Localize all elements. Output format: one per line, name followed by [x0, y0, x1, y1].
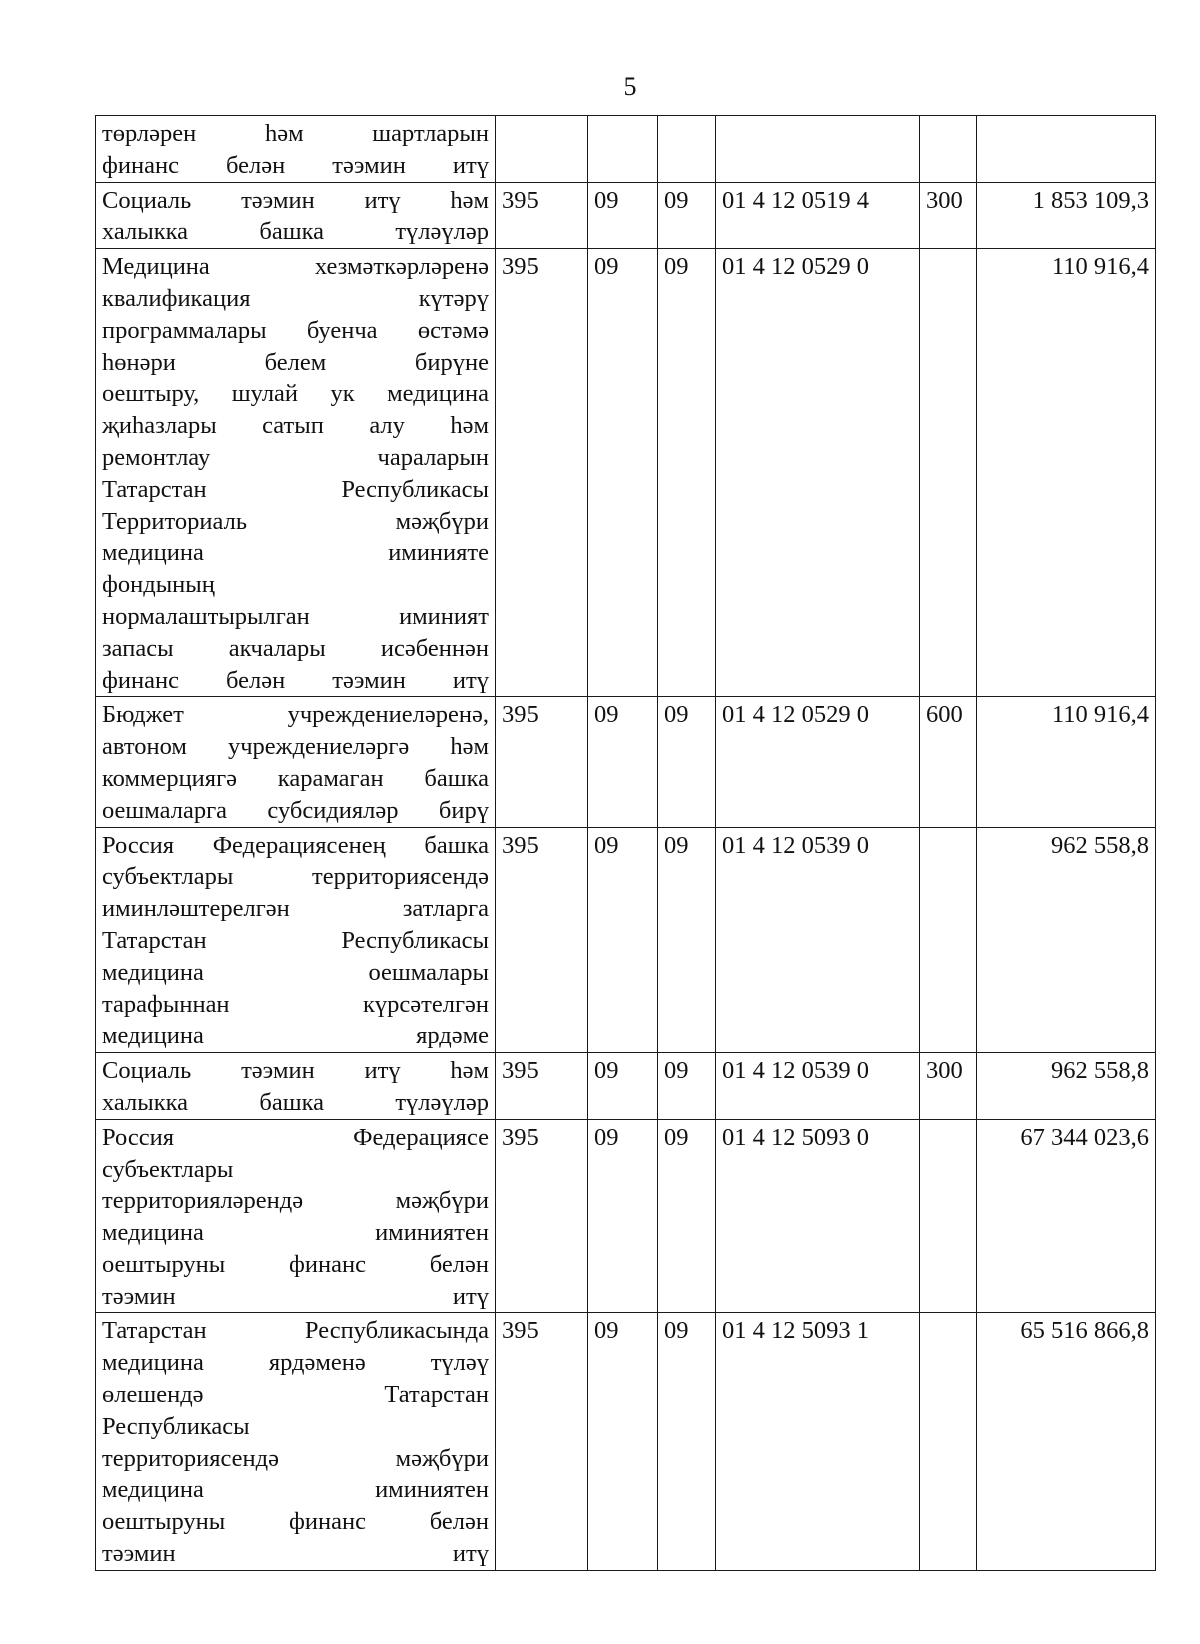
amount-cell: 962 558,8	[977, 827, 1156, 1053]
amount-cell: 110 916,4	[977, 249, 1156, 697]
description-line: халыкка башка түләүләр	[102, 218, 489, 246]
description-cell	[96, 1119, 496, 1313]
subsection-code-cell	[658, 116, 716, 183]
description-line: җиһазлары сатып алу һәм	[102, 412, 489, 440]
description-line: тәэмин итү	[102, 1540, 489, 1568]
description-line: финанс белән тәэмин итү	[102, 151, 489, 179]
section-code-cell: 09	[588, 827, 658, 1053]
subsection-code-cell: 09	[658, 182, 716, 249]
subsection-code-cell: 09	[658, 1313, 716, 1570]
section-code-cell: 09	[588, 1313, 658, 1570]
target-article-cell: 01 4 12 0539 0	[716, 827, 920, 1053]
budget-table-body	[96, 116, 1156, 1571]
budget-table	[95, 115, 1156, 1571]
description-line: территориясендә мәҗбүри	[102, 1444, 489, 1472]
expense-type-cell: 300	[920, 182, 977, 249]
description-line: медицина ярдәме	[102, 1022, 489, 1050]
expense-type-cell	[920, 827, 977, 1053]
description-line: Бюджет учреждениеләренә,	[102, 701, 489, 729]
description-line: Территориаль мәҗбүри	[102, 507, 489, 535]
description-cell	[96, 827, 496, 1053]
amount-cell: 67 344 023,6	[977, 1119, 1156, 1313]
department-code-cell: 395	[496, 249, 588, 697]
section-code-cell: 09	[588, 697, 658, 827]
section-code-cell: 09	[588, 1119, 658, 1313]
description-line: иминләштерелгән затларга	[102, 895, 489, 923]
description-line: территорияләрендә мәҗбүри	[102, 1187, 489, 1215]
target-article-cell: 01 4 12 5093 0	[716, 1119, 920, 1313]
description-line: ремонтлау чараларын	[102, 443, 489, 471]
target-article-cell: 01 4 12 0529 0	[716, 697, 920, 827]
description-line: тәэмин итү	[102, 1282, 489, 1310]
description-line: финанс белән тәэмин итү	[102, 666, 489, 694]
section-code-cell	[588, 116, 658, 183]
description-cell	[96, 182, 496, 249]
expense-type-cell	[920, 1313, 977, 1570]
description-line: оештыру, шулай ук медицина	[102, 380, 489, 408]
description-cell	[96, 1053, 496, 1120]
table-row	[96, 249, 1156, 697]
description-line: оештыруны финанс белән	[102, 1250, 489, 1278]
expense-type-cell	[920, 249, 977, 697]
description-line: нормалаштырылган иминият	[102, 602, 489, 630]
department-code-cell: 395	[496, 1053, 588, 1120]
department-code-cell: 395	[496, 182, 588, 249]
description-line: өлешендә Татарстан	[102, 1381, 489, 1409]
description-line: Социаль тәэмин итү һәм	[102, 186, 489, 214]
subsection-code-cell: 09	[658, 697, 716, 827]
amount-cell	[977, 116, 1156, 183]
description-line: төрләрен һәм шартларын	[102, 120, 489, 147]
target-article-cell: 01 4 12 0539 0	[716, 1053, 920, 1120]
table-row	[96, 1053, 1156, 1120]
description-line: Татарстан Республикасы	[102, 475, 489, 503]
subsection-code-cell: 09	[658, 827, 716, 1053]
page-number: 5	[623, 72, 637, 101]
description-line: фондының	[102, 571, 215, 599]
description-line: тарафыннан күрсәтелгән	[102, 990, 489, 1018]
table-row	[96, 827, 1156, 1053]
subsection-code-cell: 09	[658, 1053, 716, 1120]
description-line: медицина иминиятен	[102, 1476, 489, 1504]
amount-cell: 65 516 866,8	[977, 1313, 1156, 1570]
table-row	[96, 1119, 1156, 1313]
table-row	[96, 182, 1156, 249]
description-line: Татарстан Республикасы	[102, 926, 489, 954]
expense-type-cell: 300	[920, 1053, 977, 1120]
subsection-code-cell: 09	[658, 1119, 716, 1313]
section-code-cell: 09	[588, 249, 658, 697]
description-line: медицина иминиятен	[102, 1219, 489, 1247]
section-code-cell: 09	[588, 1053, 658, 1120]
target-article-cell: 01 4 12 0519 4	[716, 182, 920, 249]
description-line: Россия Федерациясе	[102, 1123, 489, 1151]
description-line: коммерциягә карамаган башка	[102, 764, 489, 792]
amount-cell: 1 853 109,3	[977, 182, 1156, 249]
description-line: Социаль тәэмин итү һәм	[102, 1057, 489, 1085]
subsection-code-cell: 09	[658, 249, 716, 697]
amount-cell: 110 916,4	[977, 697, 1156, 827]
description-line: субъектлары территориясендә	[102, 863, 489, 891]
department-code-cell: 395	[496, 1119, 588, 1313]
description-line: программалары буенча өстәмә	[102, 316, 489, 344]
description-line: Россия Федерациясенең башка	[102, 831, 489, 859]
target-article-cell: 01 4 12 5093 1	[716, 1313, 920, 1570]
department-code-cell: 395	[496, 827, 588, 1053]
description-line: медицина иминияте	[102, 539, 489, 567]
description-line: квалификация күтәрү	[102, 284, 489, 312]
description-cell	[96, 1313, 496, 1570]
table-row	[96, 116, 1156, 183]
expense-type-cell	[920, 1119, 977, 1313]
description-line: медицина оешмалары	[102, 958, 489, 986]
amount-cell: 962 558,8	[977, 1053, 1156, 1120]
description-line: автоном учреждениеләргә һәм	[102, 733, 489, 761]
table-row	[96, 1313, 1156, 1570]
description-cell	[96, 116, 496, 183]
expense-type-cell	[920, 116, 977, 183]
description-cell	[96, 697, 496, 827]
description-line: медицина ярдәменә түләү	[102, 1349, 489, 1377]
section-code-cell: 09	[588, 182, 658, 249]
target-article-cell: 01 4 12 0529 0	[716, 249, 920, 697]
department-code-cell	[496, 116, 588, 183]
description-line: оештыруны финанс белән	[102, 1508, 489, 1536]
expense-type-cell: 600	[920, 697, 977, 827]
table-row	[96, 697, 1156, 827]
description-line: халыкка башка түләүләр	[102, 1088, 489, 1116]
description-line: запасы акчалары исәбеннән	[102, 634, 489, 662]
description-line: Республикасы	[102, 1412, 250, 1440]
description-line: Медицина хезмәткәрләренә	[102, 253, 489, 281]
description-line: Татарстан Республикасында	[102, 1317, 489, 1345]
department-code-cell: 395	[496, 697, 588, 827]
description-cell	[96, 249, 496, 697]
target-article-cell	[716, 116, 920, 183]
description-line: субъектлары	[102, 1155, 234, 1183]
department-code-cell: 395	[496, 1313, 588, 1570]
description-line: һөнәри белем бирүне	[102, 348, 489, 376]
description-line: оешмаларга субсидияләр бирү	[102, 796, 489, 824]
